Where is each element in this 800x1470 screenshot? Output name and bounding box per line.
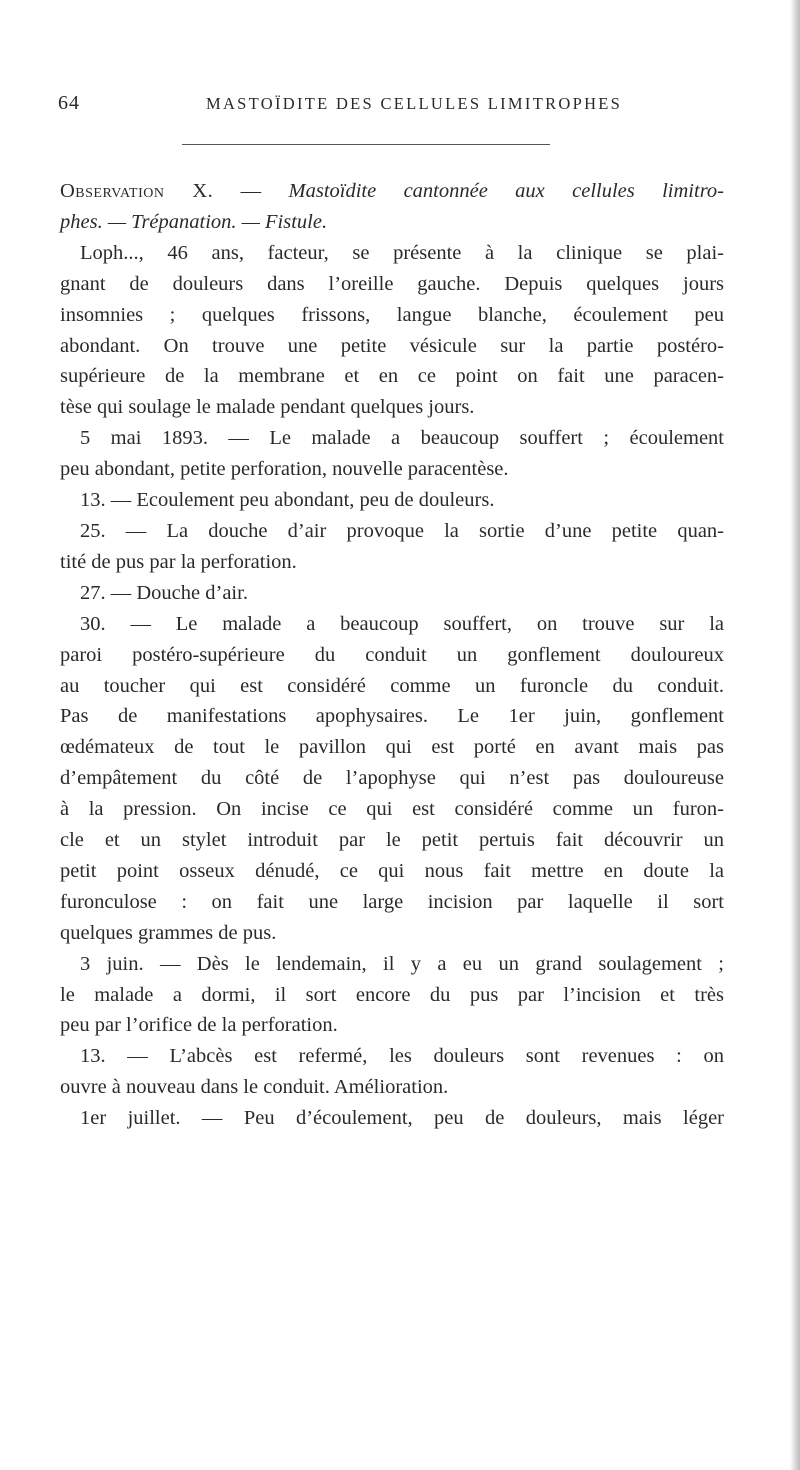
text-line: 1er juillet. — Peu d’écoulement, peu de douleurs, mais léger [80,1107,724,1130]
text-line: abondant. On trouve une petite vésicule sur la partie postéro- [60,334,724,357]
text-line: quelques grammes de pus. [60,921,277,944]
text-line: 13. — L’abcès est refermé, les douleurs sont revenues : on [80,1045,724,1068]
text-line: tèse qui soulage le malade pendant quelques jours. [60,396,475,419]
text-line: petit point osseux dénudé, ce qui nous fait mettre en doute la [60,859,724,882]
text-line: 3 juin. — Dès le lendemain, il y a eu un grand soulagement ; [80,952,724,975]
text-line: ouvre à nouveau dans le conduit. Amélioration. [60,1076,449,1099]
body-text [60,176,724,1134]
text-line: cle et un stylet introduit par le petit pertuis fait découvrir un [60,829,724,852]
text-line: furonculose : on fait une large incision par laquelle il sort [60,890,724,913]
observation-heading [60,176,724,207]
text-line: gnant de douleurs dans l’oreille gauche. Depuis quelques jours [60,272,724,295]
observation-title-line2: phes. — Trépanation. — Fistule. [60,210,328,233]
page-edge [790,0,800,1470]
observation-label: Observation X. [60,180,214,202]
text-line: tité de pus par la perforation. [60,550,297,573]
observation-heading-cont [60,207,724,238]
text-line: 30. — Le malade a beaucoup souffert, on trouve sur la [80,612,724,635]
text-line: Pas de manifestations apophysaires. Le 1er juin, gonflement [60,705,724,728]
text-line: 5 mai 1893. — Le malade a beaucoup souffert ; écoulement [80,427,724,450]
text-line: 25. — La douche d’air provoque la sortie d’une petite quan- [80,519,724,542]
text-line: à la pression. On incise ce qui est considéré comme un furon- [60,798,724,821]
text-line: peu par l’orifice de la perforation. [60,1014,338,1037]
text-line: Loph..., 46 ans, facteur, se présente à la clinique se plai- [80,241,724,264]
text-line: d’empâtement du côté de l’apophyse qui n’est pas douloureuse [60,767,724,790]
observation-title-line1: Mastoïdite cantonnée aux cellules limitro- [288,180,724,202]
text-line: au toucher qui est considéré comme un furoncle du conduit. [60,674,724,697]
running-head [58,92,718,122]
running-title: MASTOÏDITE DES CELLULES LIMITROPHES [206,94,623,113]
page-number: 64 [58,92,80,114]
header-rule [182,144,550,145]
text-line: 27. — Douche d’air. [80,581,248,604]
text-line: œdémateux de tout le pavillon qui est porté en avant mais pas [60,736,724,759]
text-line: le malade a dormi, il sort encore du pus par l’incision et très [60,983,724,1006]
text-line: insomnies ; quelques frissons, langue blanche, écoulement peu [60,303,724,326]
text-line: supérieure de la membrane et en ce point on fait une paracen- [60,365,724,388]
observation-dash: — [213,180,289,202]
text-line: paroi postéro-supérieure du conduit un gonflement douloureux [60,643,724,666]
text-line: 13. — Ecoulement peu abondant, peu de douleurs. [80,489,495,512]
text-line: peu abondant, petite perforation, nouvelle paracentèse. [60,458,509,481]
